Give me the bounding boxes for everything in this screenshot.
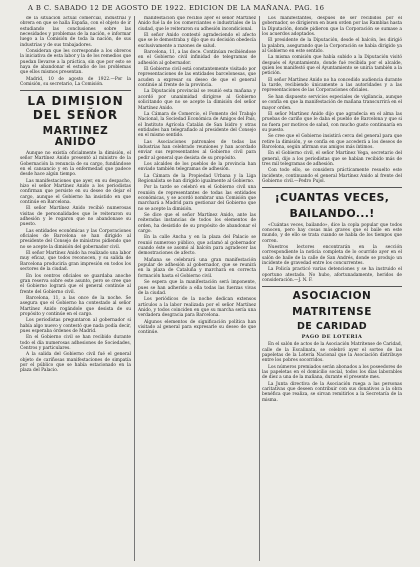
page-header <box>28 4 406 16</box>
article-paragraph: El Gobierno civil está constantemente visitado por representaciones de las entidades barcelonesas, que acuden a expresar su deseo de que el general continúe al frente de la provincia. <box>138 67 256 89</box>
header-running-title: A B C. SABADO 12 DE AGOSTO DE 1922. EDICION DE LA MAÑANA. PAG. 16 <box>28 4 325 12</box>
headline-dimision: LA DIMISION DEL SEÑOR <box>27 94 124 122</box>
column-rule <box>134 16 135 561</box>
article-paragraph: El señor Martínez Anido recibió numerosas visitas de personalidades que le reiteraron su adhesión y le rogaron que no abandonase su puesto. <box>20 206 131 228</box>
article-paragraph: Barcelona, 11, a las once de la noche. Se asegura que el Gobierno ha contestado al señor Martínez Anido rogándole que desista de su propósito y continúe en el cargo. <box>20 295 131 317</box>
subheadline-pago-loteria: PAGO DE LOTERIA <box>301 333 363 340</box>
article-paragraph: manifestación que recibió ayer el señor Martínez Anido fué la de los comerciantes e industriales de la ciudad, que le reiteraron su adhesión incondicional. <box>138 16 256 32</box>
headline-matritense: MATRITENSE <box>292 305 372 318</box>
intro-paragraph: de la situación actual comercial, industrial y obrera en que se halla España, con el objeto de ir estudiando las conclusiones sobre las necesidades y problemas de la nación, e informar luego a la Comisión de toda la nación, de sus industrias y de sus trabajadores. <box>20 16 131 48</box>
article-paragraph: Los números premiados serán abonados a los poseedores de las papeletas en el domicilio social, todos los días laborables de diez a una de la mañana, durante el presente mes. <box>262 364 402 381</box>
article-paragraph: A la salida del Gobierno civil fué el general objeto de cariñosas manifestaciones de simpatía por el público que se había estacionado en la plaza del Palacio. <box>20 352 131 374</box>
article-paragraph: Los periódicos de la noche dedican extensos artículos a la labor realizada por el señor Martínez Anido, y todos coinciden en que su marcha sería una verdadera desgracia para Barcelona. <box>138 297 256 319</box>
headline-de-caridad: DE CARIDAD <box>297 321 367 333</box>
intro-signature: Madrid, 10 de agosto de 1922.—Por la Comisión, su secretario, La Comisión. <box>20 76 131 88</box>
article-paragraph: El señor Anido contestó agradeciendo el afecto que se le demostraba y dijo que su decisión obedecía exclusivamente a razones de salud. <box>138 33 256 49</box>
article-paragraph: Se han dispuesto servicios especiales de vigilancia, aunque se confía en que la manifestación de mañana transcurrirá en el mayor orden. <box>262 94 402 111</box>
article-paragraph: Mañana se celebrará una gran manifestación popular de adhesión al gobernador, que se reunirá en la plaza de Cataluña y marchará en correcta formación hasta el Gobierno civil. <box>138 257 256 279</box>
article-paragraph: La Junta directiva de la Asociación ruega a las personas caritativas que deseen contribuir con sus donativos a la obra benéfica que realiza, se sirvan remitirlos a la Secretaría de la misma. <box>262 381 402 403</box>
intro-paragraph: Consideran que les corresponde a los obreros la iniciativa de esta labor y la de los remedios que puedan llevarse a la práctica, sin que por esto se haya de abandonar el estudio de los problemas que ellos mismos presentan. <box>20 49 131 76</box>
article-paragraph: Se dice que el señor Martínez Anido, ante las reiteradas instancias de todos los elementos de orden, ha desistido de su propósito de abandonar el cargo. <box>138 213 256 235</box>
article-paragraph: Con todo ello, se considera prácticamente resuelto este incidente, continuando el general Martínez Anido al frente del Gobierno civil.—Pedro Pujol. <box>262 168 402 184</box>
section-divider <box>262 286 402 287</box>
article-paragraph: El señor Martínez Anido no ha concedido audiencia durante la tarde, recibiendo únicamente a las autoridades y a las representaciones de las Corporaciones oficiales. <box>262 77 402 94</box>
article-paragraph: La Cámara de la Propiedad Urbana y la Liga Regionalista se han dirigido igualmente al Gobierno. <box>138 173 256 184</box>
column-3 <box>262 16 402 561</box>
article-paragraph: La Policía practicó varias detenciones y se ha instruido el oportuno atestado. No hubo, afortunadamente, heridos de consideración.—J. N. F. <box>262 267 402 283</box>
article-paragraph: Las entidades económicas y las Corporaciones oficiales de Barcelona se han dirigido al presidente del Consejo de ministros pidiendo que no se acepte la dimisión del gobernador civil. <box>20 228 131 250</box>
article-paragraph: El señor Martínez Anido ha realizado una labor muy eficaz, que todos reconocen, y su salida de Barcelona produciría gran impresión en todos los sectores de la ciudad. <box>20 251 131 273</box>
article-paragraph: La misma comisión que había subido a la Diputación visitó después el Ayuntamiento, donde fué recibida por el alcalde, quien les manifestó que el Ayuntamiento se uniría también a la petición. <box>262 55 402 77</box>
article-paragraph: En la calle Ancha y en la plaza del Palacio se reunió numeroso público, que aclamó al gobernador cuando éste se asomó al balcón para agradecer las demostraciones de afecto. <box>138 235 256 257</box>
article-paragraph: Los periodistas preguntaron al gobernador si había algo nuevo y contestó que nada podía decir, pues esperaba órdenes de Madrid. <box>20 318 131 334</box>
headline-bailando: BAILANDO...! <box>289 207 375 221</box>
article-paragraph: En los centros oficiales se guardaba anoche gran reserva sobre este asunto, pero se cree que el Gobierno logrará que el general continúe al frente del Gobierno civil. <box>20 273 131 295</box>
headline-cuantas-veces: ¡CUANTAS VECES, <box>274 191 390 205</box>
headline-martinez-anido: MARTINEZ ANIDO <box>42 124 109 149</box>
article-paragraph: La Diputación provincial se reunió esta mañana y acordó por unanimidad dirigirse al Gobierno solicitando que no se acepte la dimisión del señor Martínez Anido. <box>138 89 256 111</box>
section-divider <box>262 187 402 188</box>
headline-asociacion: ASOCIACION <box>292 290 372 303</box>
article-paragraph: Las manifestaciones que ayer, en su despacho, hizo el señor Martínez Anido a los periodistas confirman que persiste en su deseo de dejar el cargo, aunque el Gobierno ha insistido en que continúe en Barcelona. <box>20 178 131 206</box>
article-paragraph: En el Gobierno civil, el señor Martínez Vega, secretario del general, dijo a los periodistas que se habían recibido más de tres mil telegramas de adhesión. <box>262 151 402 167</box>
article-paragraph: Por la tarde se celebró en el Gobierno civil una reunión de representantes de todas las entidades económicas, y se acordó nombrar una Comisión que marchará a Madrid para gestionar del Gobierno que no se acepte la dimisión. <box>138 185 256 212</box>
article-paragraph: Nuestros lectores encontrarán en la sección correspondiente la noticia completa de lo ocurrido ayer en el salón de baile de la calle de San Andrés, donde se produjo un incidente de gravedad entre los concurrentes. <box>262 244 402 266</box>
column-2 <box>138 16 256 561</box>
column-rule <box>259 16 260 561</box>
article-paragraph: Aunque no existía oficialmente la dimisión, el señor Martínez Anido presentó al ministro de la Gobernación la renuncia de su cargo, fundándose en el cansancio y en la enfermedad que padece desde hace algún tiempo. <box>20 150 131 178</box>
article-paragraph: En el Gobierno civil se han recibido durante todo el día numerosas adhesiones de Sociedades, Centros y particulares. <box>20 335 131 351</box>
column-1 <box>20 16 131 561</box>
article-paragraph: Algunos elementos de significación política han visitado al general para expresarle su deseo de que continúe. <box>138 319 256 336</box>
article-paragraph: Se espera que la manifestación será imponente, pues se han adherido a ella todas las fuerzas vivas de la ciudad. <box>138 280 256 296</box>
article-paragraph: Barcelona, 11, a las doce. Continúan recibiéndose en el Gobierno civil infinidad de telegramas de adhesión al gobernador. <box>138 50 256 66</box>
article-paragraph: Los alcaldes de los pueblos de la provincia han enviado también telegramas de adhesión. <box>138 161 256 173</box>
article-paragraph: En el salón de actos de la Asociación Matritense de Caridad, calle de la Escalinata, se celebró ayer el sorteo de las papeletas de la Lotería Nacional que la Asociación distribuye entre los pobres socorridos. <box>262 342 402 364</box>
article-paragraph: El señor Martínez Anido dijo que agradecía en el alma las pruebas de cariño que le daba el pueblo de Barcelona y que si no fuera por motivos de salud, con mucho gusto continuaría en su puesto. <box>262 111 402 133</box>
section-divider <box>20 90 131 91</box>
article-paragraph: Los manifestantes, después de ser recibidos por el gobernador, se dirigieron en buen orden por las Ramblas hasta la Diputación, donde pidieron que la Corporación se sumase a los acuerdos adoptados. <box>262 16 402 38</box>
article-paragraph: El presidente de la Diputación, desde el balcón, les dirigió la palabra, asegurando que la Corporación se había dirigido ya al Gobierno en este sentido. <box>262 38 402 55</box>
article-paragraph: La Cámara de Comercio, el Fomento del Trabajo Nacional, la Sociedad Económica de Amigos del País, el Instituto Agrícola Catalán de San Isidro y otras entidades han telegrafiado al presidente del Consejo en el mismo sentido. <box>138 111 256 139</box>
article-paragraph: Las Asociaciones patronales de todas las industrias han celebrado reuniones y han acordado enviar sus representantes al Gobierno civil para pedir al general que desista de su propósito. <box>138 139 256 161</box>
article-paragraph: Se cree que el Gobierno insistirá cerca del general para que retire la dimisión, y se confía en que accederá a los deseos de Barcelona, según afirman sus amigos más íntimos. <box>262 134 402 150</box>
article-paragraph: «Cuántas veces, bailando», dice la copla popular que todos conocen, pero hay cosas más graves que el baile en este mundo, y de ello se trata cuando se habla de los tiempos que corren. <box>262 222 402 244</box>
